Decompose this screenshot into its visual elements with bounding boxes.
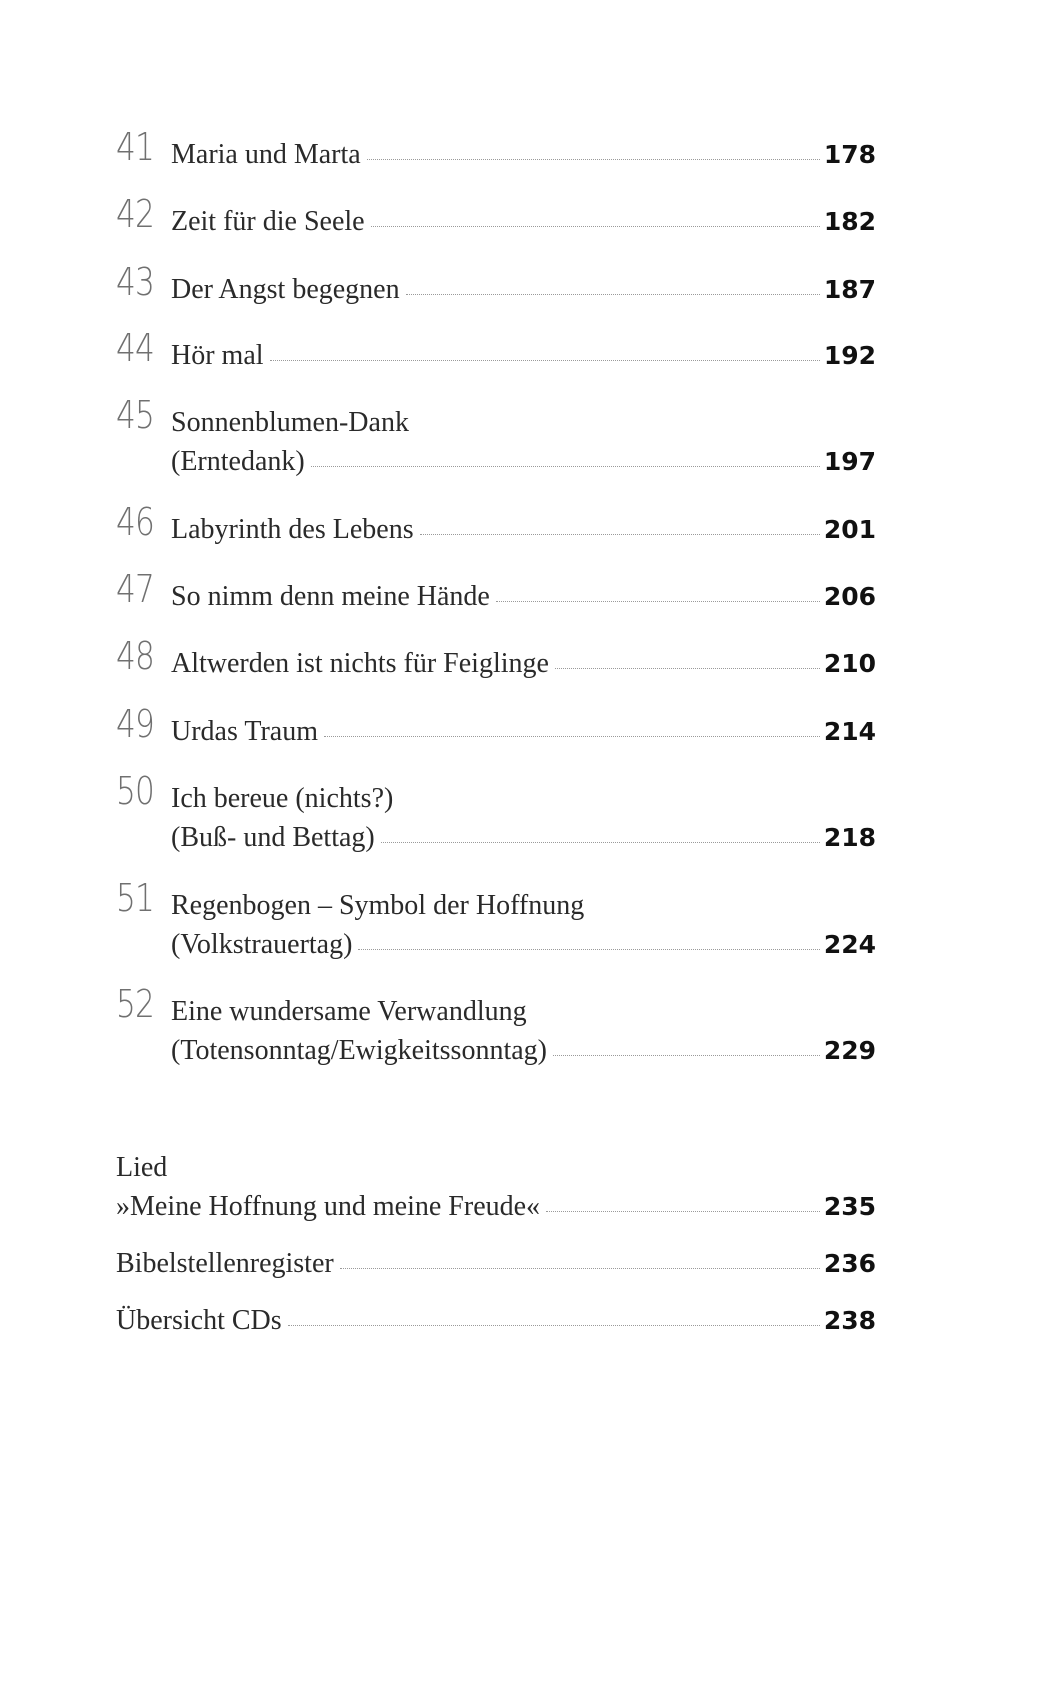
entry-line bbox=[171, 339, 876, 373]
entry-title: (Totensonntag/Ewigkeitssonntag) bbox=[171, 1035, 547, 1066]
dot-leader bbox=[367, 159, 820, 160]
dot-leader bbox=[546, 1211, 820, 1212]
entry-title: Urdas Traum bbox=[171, 716, 319, 747]
dot-leader bbox=[340, 1268, 820, 1269]
chapter-number: 41 bbox=[116, 125, 155, 169]
entry-title: Der Angst begegnen bbox=[171, 274, 400, 305]
page-number: 197 bbox=[823, 447, 876, 476]
chapter-number: 44 bbox=[116, 326, 155, 370]
entry-title: So nimm denn meine Hände bbox=[171, 581, 490, 612]
entry-line bbox=[171, 782, 876, 816]
page-number: 210 bbox=[823, 649, 876, 678]
page-number: 178 bbox=[823, 140, 876, 169]
entry-title: Eine wundersame Verwandlung bbox=[171, 996, 527, 1027]
chapter-number: 46 bbox=[116, 500, 155, 544]
chapter-number: 48 bbox=[116, 634, 155, 678]
dot-leader bbox=[553, 1055, 820, 1056]
page-number: 214 bbox=[823, 717, 876, 746]
dot-leader bbox=[358, 949, 819, 950]
entry-line bbox=[171, 513, 876, 547]
entry-title: Altwerden ist nichts für Feiglinge bbox=[171, 648, 549, 679]
dot-leader bbox=[324, 736, 820, 737]
page-number: 192 bbox=[823, 341, 876, 370]
dot-leader bbox=[406, 294, 820, 295]
dot-leader bbox=[555, 668, 820, 669]
entry-line bbox=[171, 1034, 876, 1068]
entry-title: Übersicht CDs bbox=[116, 1305, 282, 1336]
chapter-number: 51 bbox=[116, 876, 155, 920]
entry-line bbox=[171, 138, 876, 172]
entry-line bbox=[116, 1304, 876, 1338]
chapter-number: 47 bbox=[116, 567, 155, 611]
entry-title: Maria und Marta bbox=[171, 139, 361, 170]
entry-line bbox=[171, 580, 876, 614]
dot-leader bbox=[288, 1325, 820, 1326]
entry-title: Lied bbox=[116, 1152, 168, 1183]
chapter-number: 43 bbox=[116, 260, 155, 304]
page-number: 206 bbox=[823, 582, 876, 611]
dot-leader bbox=[270, 360, 820, 361]
page-number: 201 bbox=[823, 515, 876, 544]
page-number: 187 bbox=[823, 275, 876, 304]
entry-title: »Meine Hoffnung und meine Freude« bbox=[116, 1191, 541, 1222]
table-of-contents bbox=[116, 0, 876, 1693]
entry-line bbox=[171, 205, 876, 239]
entry-line bbox=[116, 1247, 876, 1281]
entry-title: Ich bereue (nichts?) bbox=[171, 783, 394, 814]
entry-title: (Erntedank) bbox=[171, 446, 305, 477]
entry-title: Regenbogen – Symbol der Hoffnung bbox=[171, 890, 585, 921]
page-number: 182 bbox=[823, 207, 876, 236]
dot-leader bbox=[381, 842, 820, 843]
entry-title: (Buß- und Bettag) bbox=[171, 822, 375, 853]
dot-leader bbox=[371, 226, 820, 227]
page-number: 238 bbox=[823, 1306, 876, 1335]
entry-line bbox=[171, 995, 876, 1029]
entry-title: Zeit für die Seele bbox=[171, 206, 365, 237]
entry-title: (Volkstrauertag) bbox=[171, 929, 353, 960]
entry-line bbox=[171, 821, 876, 855]
entry-line bbox=[171, 928, 876, 962]
page-number: 235 bbox=[823, 1192, 876, 1221]
dot-leader bbox=[420, 534, 820, 535]
chapter-number: 49 bbox=[116, 702, 155, 746]
entry-title: Bibelstellenregister bbox=[116, 1248, 334, 1279]
page-number: 224 bbox=[823, 930, 876, 959]
page-number: 218 bbox=[823, 823, 876, 852]
entry-title: Hör mal bbox=[171, 340, 264, 371]
entry-title: Sonnenblumen-Dank bbox=[171, 407, 409, 438]
entry-line bbox=[171, 445, 876, 479]
entry-line bbox=[171, 406, 876, 440]
entry-line bbox=[171, 715, 876, 749]
entry-line bbox=[171, 889, 876, 923]
dot-leader bbox=[311, 466, 820, 467]
entry-line bbox=[171, 647, 876, 681]
entry-title: Labyrinth des Lebens bbox=[171, 514, 414, 545]
chapter-number: 45 bbox=[116, 393, 155, 437]
entry-line bbox=[171, 273, 876, 307]
chapter-number: 50 bbox=[116, 769, 155, 813]
page-number: 229 bbox=[823, 1036, 876, 1065]
chapter-number: 42 bbox=[116, 192, 155, 236]
entry-line bbox=[116, 1151, 876, 1185]
page-number: 236 bbox=[823, 1249, 876, 1278]
chapter-number: 52 bbox=[116, 982, 155, 1026]
dot-leader bbox=[496, 601, 820, 602]
entry-line bbox=[116, 1190, 876, 1224]
